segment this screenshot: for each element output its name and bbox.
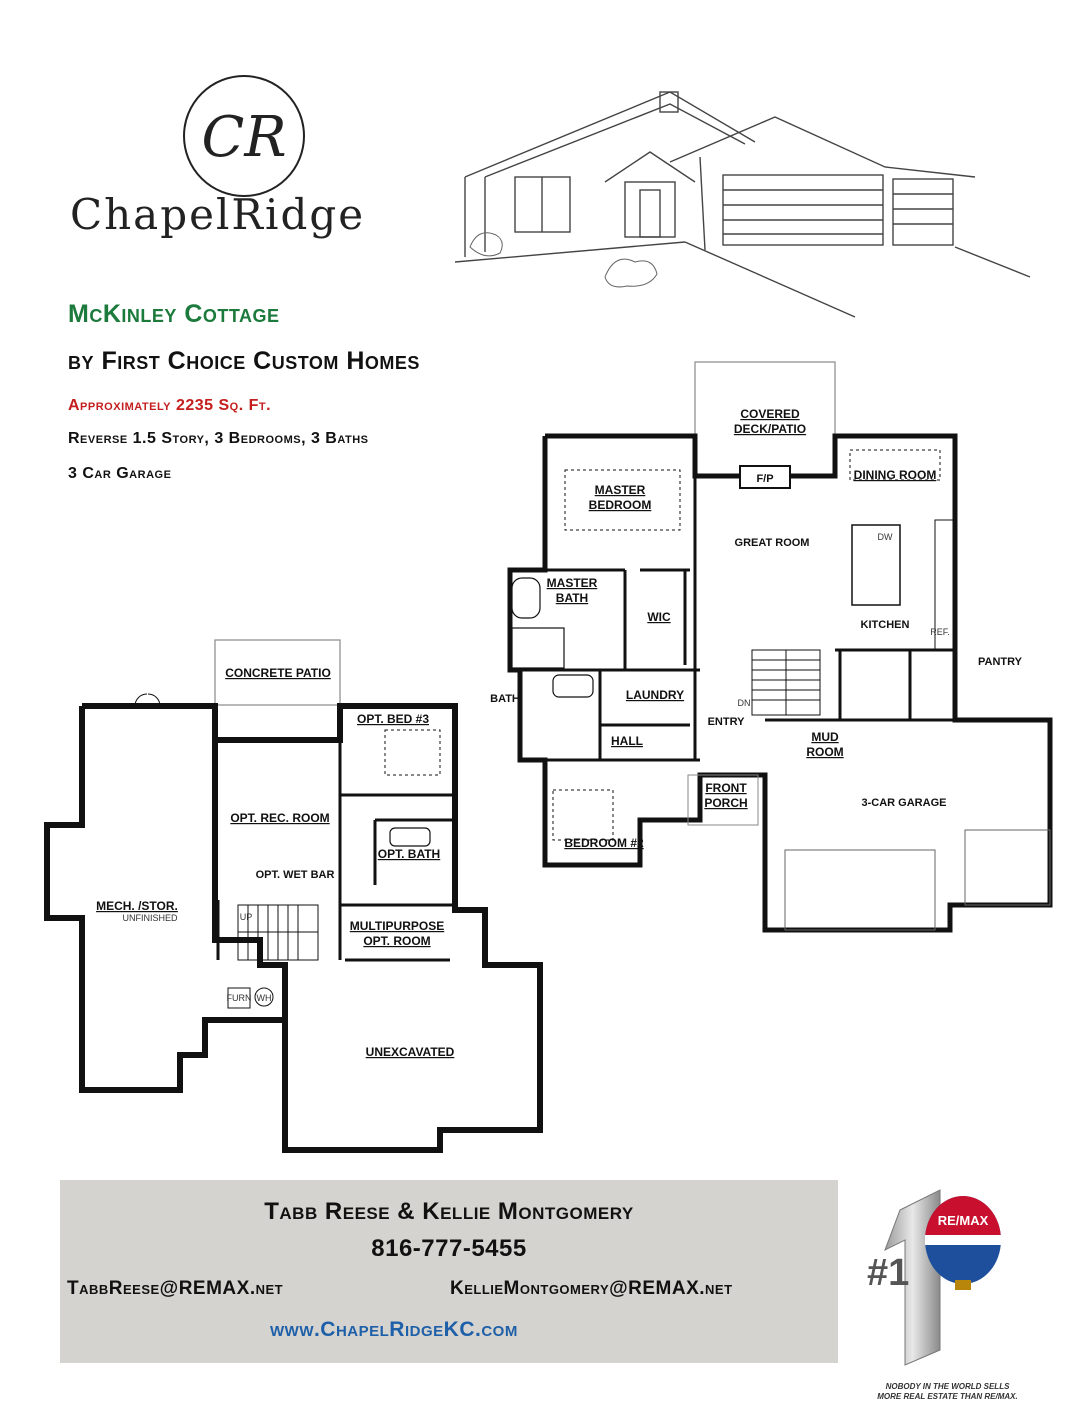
label-bedroom-2: BEDROOM #2 (564, 836, 644, 850)
label-multipurpose: MULTIPURPOSE (349, 919, 445, 933)
remax-tagline-1: NOBODY IN THE WORLD SELLS (885, 1382, 1010, 1391)
label-unexcavated: UNEXCAVATED (365, 1045, 455, 1059)
label-master-bath-2: BATH (555, 591, 589, 605)
remax-tagline (850, 1382, 1045, 1402)
contact-box (60, 1180, 838, 1363)
label-opt-wet-bar: OPT. WET BAR (255, 869, 335, 881)
label-bath: BATH (490, 693, 520, 705)
monogram-text: CR (201, 105, 287, 170)
label-fireplace: F/P (756, 473, 774, 485)
agent-names: Tabb Reese & Kellie Montgomery (264, 1198, 634, 1225)
label-dn: DN (737, 698, 751, 708)
label-pantry: PANTRY (978, 656, 1022, 668)
label-covered-deck-2: DECK/PATIO (733, 422, 807, 436)
rank-text: #1 (867, 1252, 910, 1294)
label-wic: WIC (647, 610, 671, 624)
home-specs: Reverse 1.5 Story, 3 Bedrooms, 3 Baths (68, 430, 369, 447)
builder-line: by First Choice Custom Homes (68, 347, 420, 375)
label-ref: REF. (930, 627, 950, 637)
email-kellie[interactable]: KellieMontgomery@REMAX.net (450, 1278, 733, 1299)
label-wh: WH (256, 993, 272, 1003)
label-multipurpose-2: OPT. ROOM (363, 934, 431, 948)
garage-spec: 3 Car Garage (68, 465, 172, 482)
website-link[interactable]: www.ChapelRidgeKC.com (270, 1318, 518, 1341)
remax-tagline-2: MORE REAL ESTATE THAN RE/MAX. (877, 1392, 1018, 1401)
label-master-bedroom-2: BEDROOM (588, 498, 652, 512)
label-front-porch-2: PORCH (704, 796, 748, 810)
email-tabb[interactable]: TabbReese@REMAX.net (67, 1278, 284, 1299)
label-mech-stor: MECH. /STOR. (96, 899, 178, 913)
label-mud-room-2: ROOM (806, 745, 844, 759)
label-master-bedroom: MASTER (594, 483, 646, 497)
square-footage: Approximately 2235 Sq. Ft. (68, 397, 272, 414)
label-3-car-garage: 3-CAR GARAGE (861, 797, 947, 809)
listing-title: McKinley Cottage (68, 300, 280, 328)
label-hall: HALL (611, 734, 643, 748)
label-master-bath: MASTER (546, 576, 598, 590)
label-great-room: GREAT ROOM (734, 537, 810, 549)
phone-number: 816-777-5455 (371, 1235, 527, 1262)
label-furn: FURN (226, 993, 252, 1003)
brand-name: ChapelRidge (70, 190, 366, 239)
label-opt-bath: OPT. BATH (377, 847, 441, 861)
label-mud-room: MUD (811, 730, 839, 744)
label-up: UP (239, 912, 253, 922)
label-opt-bed-3: OPT. BED #3 (356, 712, 430, 726)
label-covered-deck: COVERED (740, 407, 800, 421)
label-dining-room: DINING ROOM (853, 468, 937, 482)
label-concrete-patio: CONCRETE PATIO (225, 666, 331, 680)
lower-floor-plan (47, 640, 540, 1150)
remax-logo (845, 1180, 1040, 1380)
label-laundry: LAUNDRY (625, 688, 685, 702)
label-dw: DW (877, 532, 893, 542)
remax-logo-text: RE/MAX (937, 1213, 989, 1228)
label-kitchen: KITCHEN (860, 619, 910, 631)
label-front-porch: FRONT (705, 781, 747, 795)
label-unfinished: UNFINISHED (122, 913, 178, 923)
label-entry: ENTRY (707, 716, 745, 728)
label-opt-rec-room: OPT. REC. ROOM (230, 811, 330, 825)
